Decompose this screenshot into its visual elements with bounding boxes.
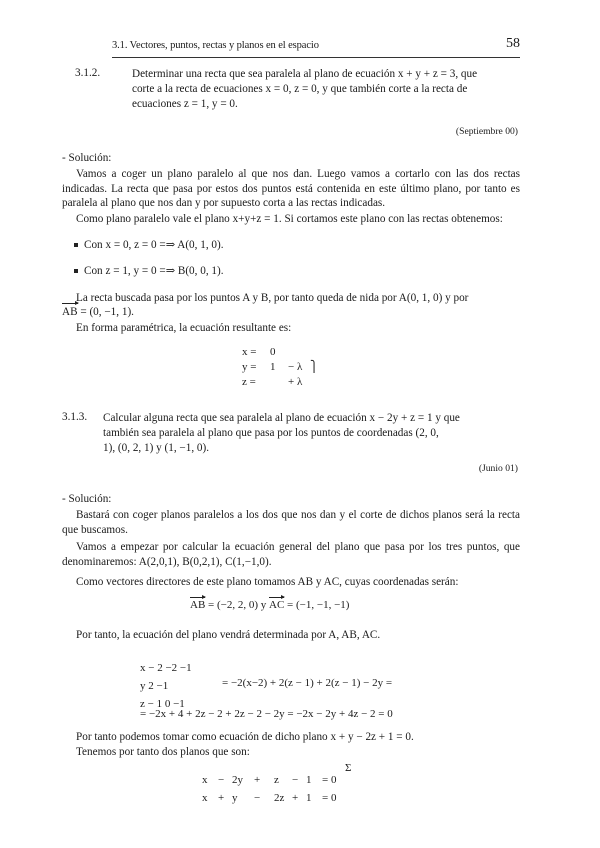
paragraph: Por tanto podemos tomar como ecuación de dicho plano x + y − 2z + 1 = 0. <box>76 731 414 743</box>
problem-line: Calcular alguna recta que sea paralela al plano de ecuación x − 2y + z = 1 y que <box>103 412 460 424</box>
problem-line: 1), (0, 2, 1) y (1, −1, 0). <box>103 442 210 455</box>
det-row: z − 1 0 −1 <box>140 698 185 710</box>
paragraph: Por tanto, la ecuación del plano vendrá determinada por A, AB, AC. <box>76 629 381 641</box>
det-row: y 2 −1 <box>140 680 169 692</box>
paragraph: Bastará con coger planos paralelos a los dos que nos dan y el corte de dichos planos será la recta que buscamos. <box>62 509 520 536</box>
param-row: x = 0 <box>242 346 276 358</box>
solution-label: - Solución: <box>62 152 112 164</box>
det-result: = −2(x−2) + 2(z − 1) + 2(z − 1) − 2y = <box>222 677 393 689</box>
bullet-text: Con x = 0, z = 0 =⇒ A(0, 1, 0). <box>84 239 224 251</box>
problem-date: (Junio 01) <box>478 463 518 474</box>
bullet-icon <box>74 243 78 247</box>
param-row: z = + λ <box>242 376 303 388</box>
bullet-text: Con z = 1, y = 0 =⇒ B(0, 0, 1). <box>84 265 224 277</box>
page-number: 58 <box>506 36 520 51</box>
running-header <box>112 36 520 54</box>
problem-date: (Septiembre 00) <box>455 126 518 137</box>
bullet-item <box>74 264 224 278</box>
paragraph: La recta buscada pasa por los puntos A y B, por tanto queda de nida por A(0, 1, 0) y por <box>76 292 469 304</box>
paragraph: Como plano paralelo vale el plano x+y+z = 1. Si cortamos este plano con las rectas obtenemos: <box>76 213 503 225</box>
parametric-equations <box>242 345 318 390</box>
paragraph: Tenemos por tanto dos planos que son: <box>76 746 250 758</box>
problem-statement <box>103 411 521 457</box>
header-rule <box>112 57 520 58</box>
vector-value: = (0, −1, 1). <box>77 306 134 318</box>
det-expansion: = −2x + 4 + 2z − 2 + 2z − 2 − 2y = −2x − 2y + 4z − 2 = 0 <box>140 708 393 720</box>
determinant <box>140 659 192 713</box>
problem-line: corte a la recta de ecuaciones x = 0, z = 0, y que también corte a la recta de <box>132 83 468 96</box>
vector-AB: AB <box>190 599 206 611</box>
paragraph: Como vectores directores de este plano tomamos AB y AC, cuyas coordenadas serán: <box>76 576 459 588</box>
vector-AC: AC <box>269 599 285 611</box>
system-row: x − 2y + z − 1 = 0 <box>202 774 337 786</box>
paragraph: Vamos a empezar por calcular la ecuación general del plano que pasa por los tres puntos, que denominaremos: A(2,0,1), B(0,2,1), C(1,−1,0). <box>62 541 520 568</box>
problem-line: Determinar una recta que sea paralela al plano de ecuación x + y + z = 3, que <box>132 68 478 80</box>
bullet-icon <box>74 269 78 273</box>
bullet-item <box>74 238 224 252</box>
param-row: y = 1 − λ ⎫ <box>242 361 319 373</box>
problem-line: también sea paralela al plano que pasa por los puntos de coordenadas (2, 0, <box>103 427 439 440</box>
vector-AB: AB <box>62 306 78 318</box>
vector-line: AB = (−2, 2, 0) y AC = (−1, −1, −1) <box>190 599 350 611</box>
problem-number: 3.1.3. <box>62 411 88 423</box>
section-title: 3.1. Vectores, puntos, rectas y planos en el espacio <box>112 40 319 51</box>
solution-label: - Solución: <box>62 493 112 505</box>
problem-statement <box>132 67 522 113</box>
paragraph: En forma paramétrica, la ecuación resultante es: <box>76 322 292 334</box>
system-brace: Σ <box>345 762 352 774</box>
system-row: x + y − 2z + 1 = 0 <box>202 792 337 804</box>
problem-line: ecuaciones z = 1, y = 0. <box>132 98 238 111</box>
problem-number: 3.1.2. <box>75 67 101 79</box>
paragraph: Vamos a coger un plano paralelo al que nos dan. Luego vamos a cortarlo con las dos rectas indicadas. La recta que pasa por estos dos puntos está contenida en este último plano, por tanto es paralela al plano que nos dan y por supuesto corta a las rectas indicadas. <box>62 168 520 210</box>
equation-system <box>202 771 336 807</box>
det-row: x − 2 −2 −1 <box>140 662 192 674</box>
paragraph <box>62 305 520 320</box>
